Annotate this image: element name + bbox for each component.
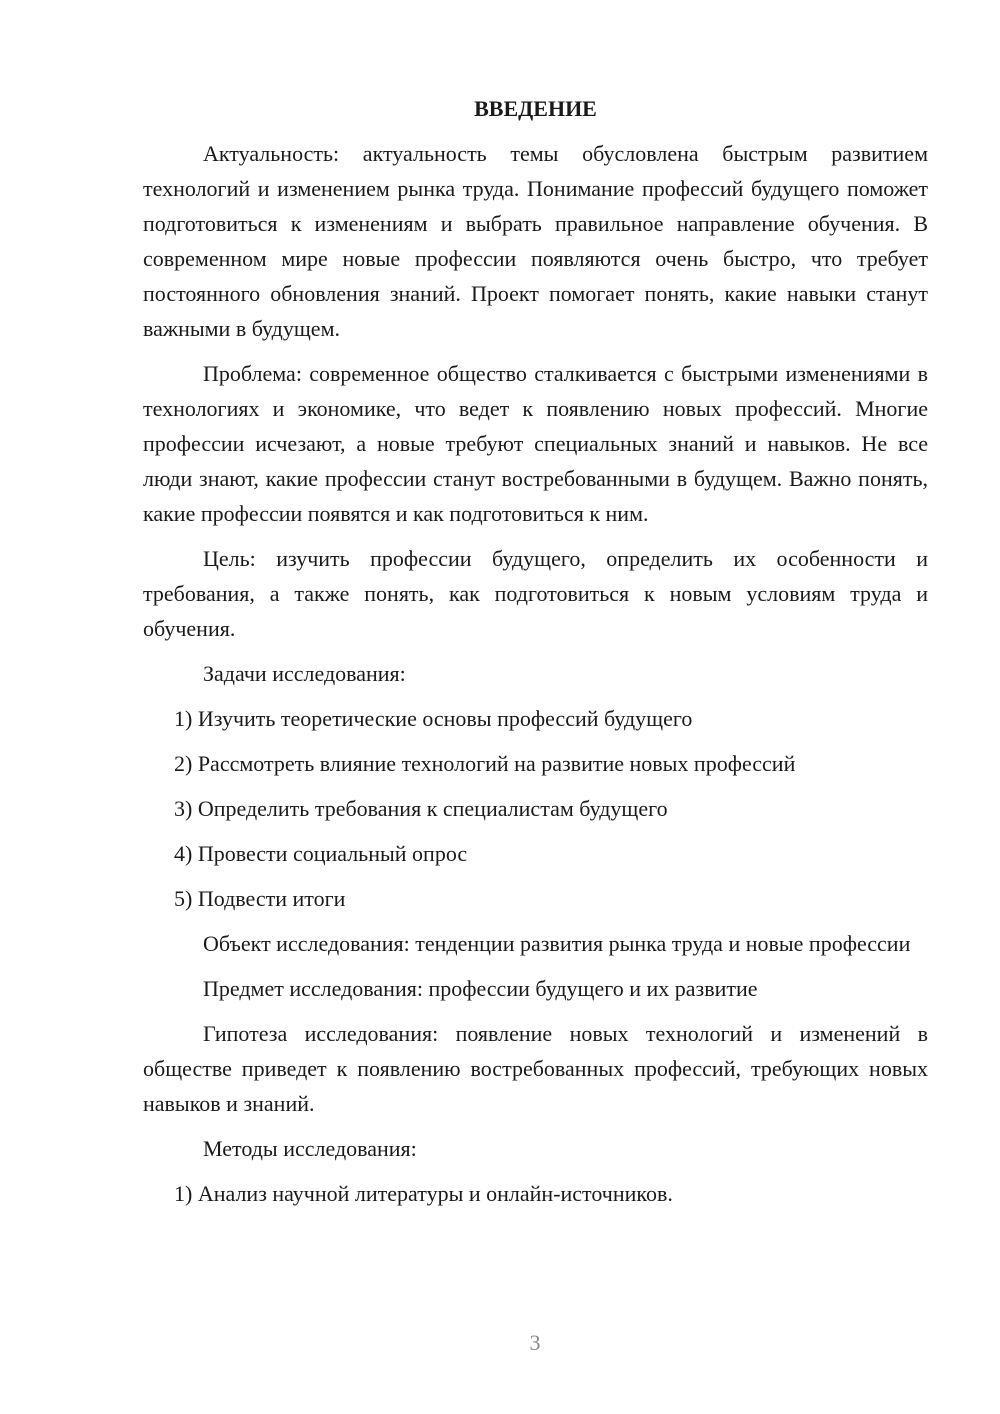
tasks-list	[143, 701, 928, 916]
list-item: 2) Рассмотреть влияние технологий на развитие новых профессий	[174, 751, 796, 776]
subject-paragraph: Предмет исследования: профессии будущего и их развитие	[203, 976, 758, 1001]
goal-paragraph: Цель: изучить профессии будущего, определить их особенности и требования, а также понять, как подготовиться к новым условиям труда и обучения.	[143, 546, 928, 641]
page-title: ВВЕДЕНИЕ	[474, 96, 597, 121]
list-item: 1) Изучить теоретические основы профессий будущего	[174, 706, 693, 731]
methods-heading: Методы исследования:	[203, 1136, 417, 1161]
list-item: 3) Определить требования к специалистам будущего	[174, 796, 668, 821]
tasks-heading: Задачи исследования:	[203, 661, 406, 686]
relevance-paragraph: Актуальность: актуальность темы обусловлена быстрым развитием технологий и изменением рынка труда. Понимание профессий будущего поможет подготовиться к изменениям и выбрать правильное направление обучения. В современном мире новые профессии появляются очень быстро, что требует постоянного обновления знаний. Проект помогает понять, какие навыки станут важными в будущем.	[143, 141, 928, 341]
hypothesis-paragraph: Гипотеза исследования: появление новых технологий и изменений в обществе приведет к появлению востребованных профессий, требующих новых навыков и знаний.	[143, 1021, 928, 1116]
problem-paragraph: Проблема: современное общество сталкивается с быстрыми изменениями в технологиях и экономике, что ведет к появлению новых профессий. Многие профессии исчезают, а новые требуют специальных знаний и навыков. Не все люди знают, какие профессии станут востребованными в будущем. Важно понять, какие профессии появятся и как подготовиться к ним.	[143, 361, 928, 526]
list-item: 4) Провести социальный опрос	[174, 841, 468, 866]
list-item: 5) Подвести итоги	[174, 886, 346, 911]
page-number: 3	[529, 1330, 541, 1355]
object-paragraph: Объект исследования: тенденции развития рынка труда и новые профессии	[203, 931, 911, 956]
methods-list	[143, 1176, 928, 1211]
list-item: 1) Анализ научной литературы и онлайн-источников.	[174, 1181, 673, 1206]
document-page	[143, 94, 928, 1221]
